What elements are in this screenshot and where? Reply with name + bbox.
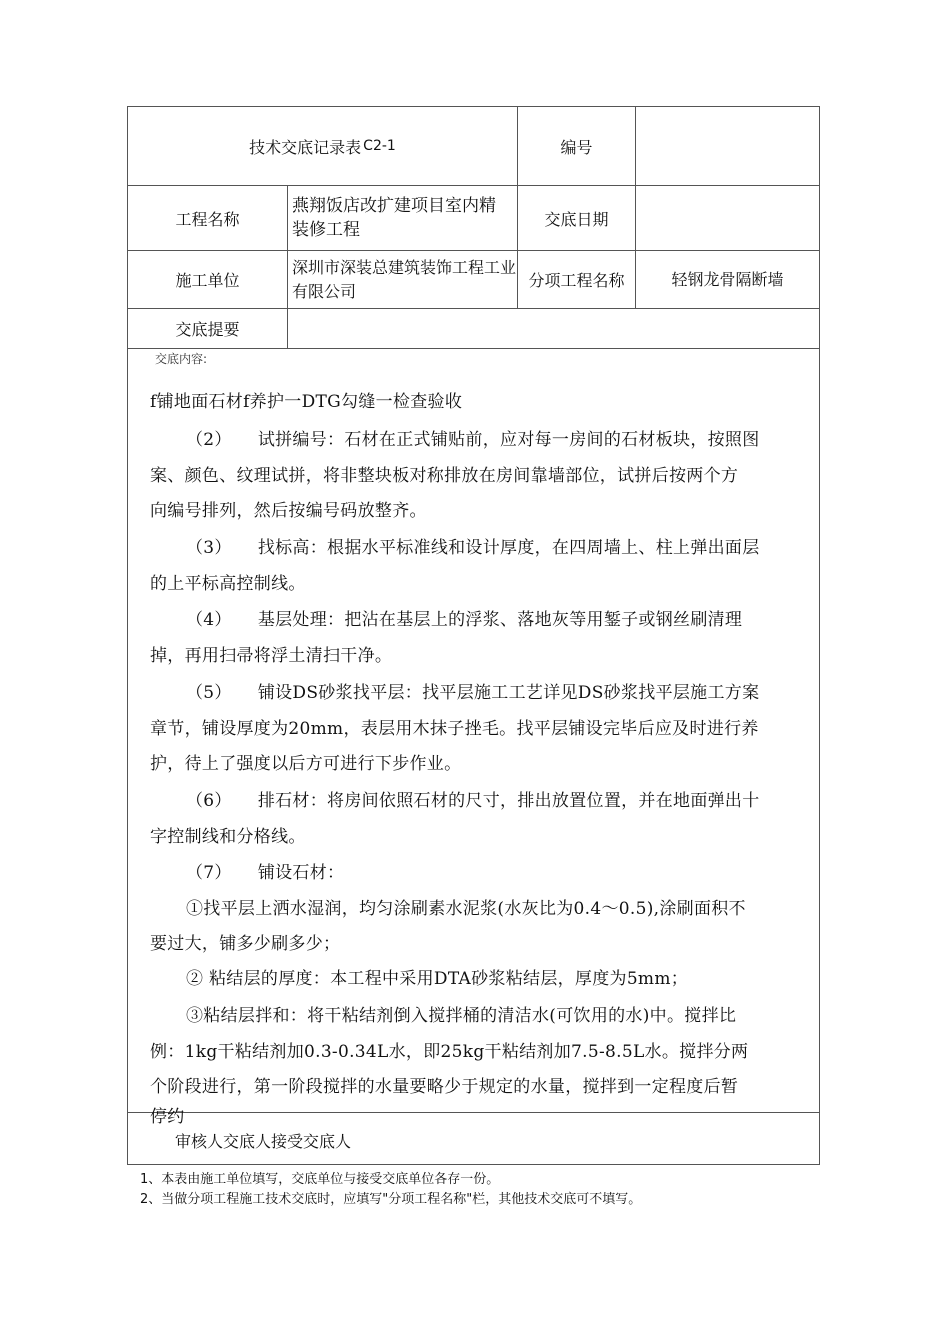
form-title	[128, 107, 517, 185]
briefing-date-field[interactable]	[636, 186, 819, 250]
content-line: f铺地面石材f养护一DTG勾缝一检查验收	[150, 392, 463, 412]
content-line: 的上平标高控制线。	[150, 574, 306, 594]
content-line: （5） 铺设DS砂浆找平层：找平层施工工艺详见DS砂浆找平层施工方案	[186, 683, 760, 703]
column-divider	[287, 185, 288, 348]
row-divider	[127, 1112, 820, 1113]
briefing-content-label: 交底内容:	[155, 352, 208, 366]
content-line: 停约	[150, 1107, 185, 1127]
content-line: （7） 铺设石材：	[186, 863, 345, 883]
content-line: 护，待上了强度以后方可进行下步作业。	[150, 754, 462, 774]
content-line: 个阶段进行，第一阶段搅拌的水量要略少于规定的水量，搅拌到一定程度后暂	[150, 1077, 739, 1097]
content-line: ①找平层上洒水湿润，均匀涂刷素水泥浆(水灰比为0.4～0.5),涂刷面积不	[186, 899, 746, 919]
row-divider	[127, 348, 820, 349]
number-field[interactable]	[636, 107, 819, 185]
form-title-main: 技术交底记录表	[249, 137, 362, 157]
number-label: 编号	[560, 137, 593, 157]
content-line: 向编号排列，然后按编号码放整齐。	[150, 501, 427, 521]
project-name-label: 工程名称	[175, 209, 240, 229]
content-line: 要过大，铺多少刷多少；	[150, 934, 341, 954]
content-line: 掉，再用扫帚将浮土清扫干净。	[150, 646, 393, 666]
content-line: 案、颜色、纹理试拼，将非整块板对称排放在房间靠墙部位，试拼后按两个方	[150, 466, 739, 486]
content-line: 例：1kg干粘结剂加0.3-0.34L水，即25kg干粘结剂加7.5-8.5L水。搅拌分两	[150, 1042, 749, 1062]
content-line: 章节，铺设厚度为20mm，表层用木抹子挫毛。找平层铺设完毕后应及时进行养	[150, 719, 759, 739]
content-line: ② 粘结层的厚度：本工程中采用DTA砂浆粘结层，厚度为5mm；	[186, 969, 689, 989]
subproject-name-label: 分项工程名称	[528, 271, 625, 290]
content-line: （6） 排石材：将房间依照石材的尺寸，排出放置位置，并在地面弹出十	[186, 791, 760, 811]
briefing-summary-field[interactable]	[292, 309, 818, 348]
content-line: （3） 找标高：根据水平标准线和设计厚度，在四周墙上、柱上弹出面层	[186, 538, 760, 558]
content-line: （4） 基层处理：把沾在基层上的浮浆、落地灰等用錾子或钢丝刷清理	[186, 610, 743, 630]
content-line: 字控制线和分格线。	[150, 827, 306, 847]
project-name-value[interactable]: 燕翔饭店改扩建项目室内精装修工程	[292, 196, 496, 240]
content-line: ③粘结层拌和：将干粘结剂倒入搅拌桶的清洁水(可饮用的水)中。搅拌比	[186, 1006, 737, 1026]
contractor-value[interactable]: 深圳市深装总建筑装饰工程工业有限公司	[292, 257, 517, 301]
form-title-code: C2-1	[363, 138, 396, 154]
briefing-summary-label: 交底提要	[175, 320, 240, 339]
content-line: （2） 试拼编号：石材在正式铺贴前，应对每一房间的石材板块，按照图	[186, 430, 760, 450]
briefing-content-area	[128, 350, 819, 1127]
briefing-date-label: 交底日期	[544, 209, 609, 229]
signature-row: 审核人交底人接受交底人	[175, 1131, 352, 1151]
subproject-name-value[interactable]: 轻钢龙骨隔断墙	[671, 269, 784, 289]
footnote-2: 2、当做分项工程施工技术交底时，应填写"分项工程名称"栏，其他技术交底可不填写。	[140, 1192, 642, 1207]
contractor-label: 施工单位	[175, 271, 240, 290]
footnote-1: 1、本表由施工单位填写，交底单位与接受交底单位各存一份。	[140, 1172, 500, 1187]
